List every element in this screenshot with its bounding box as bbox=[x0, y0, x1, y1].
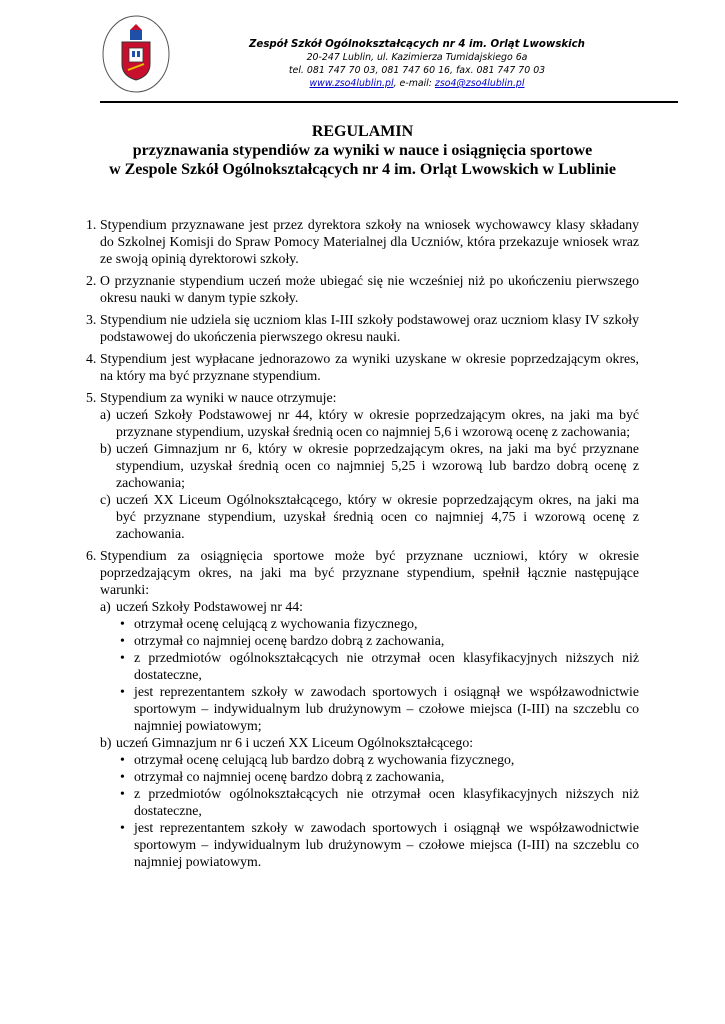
sub-item bbox=[100, 406, 639, 440]
bullet-icon: • bbox=[120, 786, 125, 801]
school-phones: tel. 081 747 70 03, 081 747 60 16, fax. 081 747 70 03 bbox=[288, 65, 546, 76]
regulation-item bbox=[86, 350, 639, 384]
bullet-item bbox=[116, 632, 639, 649]
regulation-item bbox=[86, 272, 639, 306]
email-link[interactable]: zso4@zso4lublin.pl bbox=[434, 78, 525, 89]
regulation-body bbox=[86, 216, 639, 875]
regulation-item bbox=[86, 216, 639, 267]
bullet-icon: • bbox=[120, 820, 125, 835]
bullet-item bbox=[116, 768, 639, 785]
regulation-item bbox=[86, 547, 639, 870]
bullet-list bbox=[116, 615, 639, 734]
header-divider bbox=[100, 101, 678, 103]
sub-item-text: uczeń Szkoły Podstawowej nr 44, który w okresie poprzedzającym okres, na jaki ma być przyznane stypendium, uzyskał średnią ocen co najmniej 5,6 i wzorową ocenę z zachowania; bbox=[116, 407, 639, 439]
item-text: Stypendium przyznawane jest przez dyrektora szkoły na wniosek wychowawcy klasy składany do Szkolnej Komisji do Spraw Pomocy Materialnej dla Uczniów, która przekazuje wniosek wraz ze swoją opinią dyrektorowi szkoły. bbox=[100, 217, 639, 266]
website-link[interactable]: www.zso4lublin.pl bbox=[309, 78, 394, 89]
bullet-list bbox=[116, 751, 639, 870]
bullet-text: otrzymał co najmniej ocenę bardzo dobrą z zachowania, bbox=[134, 769, 445, 784]
item-text: Stypendium za wyniki w nauce otrzymuje: bbox=[100, 390, 337, 405]
sub-item-label: a) bbox=[100, 599, 111, 614]
bullet-item bbox=[116, 615, 639, 632]
sub-item bbox=[100, 734, 639, 870]
bullet-icon: • bbox=[120, 616, 125, 631]
item-number: 1. bbox=[86, 217, 97, 232]
title-line-2: przyznawania stypendiów za wyniki w nauce i osiągnięcia sportowe bbox=[132, 142, 593, 159]
sub-item-label: a) bbox=[100, 407, 111, 422]
school-logo bbox=[100, 12, 172, 96]
bullet-icon: • bbox=[120, 752, 125, 767]
title-line-3: w Zespole Szkół Ogólnokształcących nr 4 im. Orląt Lwowskich w Lublinie bbox=[109, 161, 616, 178]
bullet-text: otrzymał ocenę celującą z wychowania fizycznego, bbox=[134, 616, 418, 631]
document-title bbox=[60, 122, 665, 179]
item-text: Stypendium nie udziela się uczniom klas I-III szkoły podstawowej oraz uczniom klasy IV szkoły podstawowej do ukończenia pierwszego okresu nauki. bbox=[100, 312, 639, 344]
item-text: Stypendium jest wypłacane jednorazowo za wyniki uzyskane w okresie poprzedzającym okres, na który ma być przyznane stypendium. bbox=[100, 351, 639, 383]
sub-item-text: uczeń Gimnazjum nr 6 i uczeń XX Liceum Ogólnokształcącego: bbox=[116, 735, 474, 750]
bullet-text: otrzymał ocenę celującą lub bardzo dobrą z wychowania fizycznego, bbox=[134, 752, 515, 767]
sub-item bbox=[100, 440, 639, 491]
sub-item-text: uczeń Gimnazjum nr 6, który w okresie poprzedzającym okres, na jaki ma być przyznane stypendium, uzyskał średnią ocen co najmniej 5,25 i wzorową lub bardzo dobrą ocenę z zachowania; bbox=[116, 441, 639, 490]
item-number: 6. bbox=[86, 548, 97, 563]
bullet-icon: • bbox=[120, 633, 125, 648]
sub-item-text: uczeń Szkoły Podstawowej nr 44: bbox=[116, 599, 303, 614]
item-number: 5. bbox=[86, 390, 97, 405]
bullet-item bbox=[116, 649, 639, 683]
letterhead bbox=[200, 38, 634, 90]
sub-item bbox=[100, 491, 639, 542]
sub-item-label: c) bbox=[100, 492, 111, 507]
contact-line bbox=[200, 77, 634, 90]
item-number: 2. bbox=[86, 273, 97, 288]
bullet-text: jest reprezentantem szkoły w zawodach sportowych i osiągnął we współzawodnictwie sportowym – indywidualnym lub drużynowym – czołowe miejsca (I-III) na szczeblu co najmniej powiatowym; bbox=[134, 684, 639, 733]
sub-item-text: uczeń XX Liceum Ogólnokształcącego, który w okresie poprzedzającym okres, na jaki ma być przyznane stypendium, uzyskał średnią ocen co najmniej 4,75 i wzorową ocenę z zachowania. bbox=[116, 492, 639, 541]
sub-item bbox=[100, 598, 639, 734]
bullet-item bbox=[116, 751, 639, 768]
bullet-icon: • bbox=[120, 684, 125, 699]
sub-item-label: b) bbox=[100, 735, 112, 750]
item-number: 3. bbox=[86, 312, 97, 327]
regulation-item bbox=[86, 389, 639, 542]
bullet-item bbox=[116, 819, 639, 870]
sub-item-label: b) bbox=[100, 441, 112, 456]
bullet-item bbox=[116, 785, 639, 819]
bullet-item bbox=[116, 683, 639, 734]
item-text: Stypendium za osiągnięcia sportowe może być przyznane uczniowi, który w okresie poprzedzającym okres, na jaki ma być przyznane stypendium, spełnił łącznie następujące warunki: bbox=[100, 548, 639, 597]
bullet-text: z przedmiotów ogólnokształcących nie otrzymał ocen klasyfikacyjnych niższych niż dostateczne, bbox=[134, 650, 639, 682]
email-prefix: , e-mail: bbox=[393, 78, 435, 89]
school-address: 20-247 Lublin, ul. Kazimierza Tumidajskiego 6a bbox=[306, 52, 528, 63]
bullet-text: jest reprezentantem szkoły w zawodach sportowych i osiągnął we współzawodnictwie sportowym – indywidualnym lub drużynowym – czołowe miejsca (I-III) na szczeblu co najmniej powiatowym. bbox=[134, 820, 639, 869]
bullet-text: z przedmiotów ogólnokształcących nie otrzymał ocen klasyfikacyjnych niższych niż dostateczne, bbox=[134, 786, 639, 818]
school-name: Zespół Szkół Ogólnokształcących nr 4 im. Orląt Lwowskich bbox=[249, 39, 585, 50]
bullet-icon: • bbox=[120, 769, 125, 784]
bullet-text: otrzymał co najmniej ocenę bardzo dobrą z zachowania, bbox=[134, 633, 445, 648]
regulation-item bbox=[86, 311, 639, 345]
item-text: O przyznanie stypendium uczeń może ubiegać się nie wcześniej niż po ukończeniu pierwszego okresu nauki w danym typie szkoły. bbox=[100, 273, 639, 305]
item-number: 4. bbox=[86, 351, 97, 366]
title-line-1: REGULAMIN bbox=[311, 123, 414, 140]
crest-icon bbox=[100, 12, 172, 96]
bullet-icon: • bbox=[120, 650, 125, 665]
